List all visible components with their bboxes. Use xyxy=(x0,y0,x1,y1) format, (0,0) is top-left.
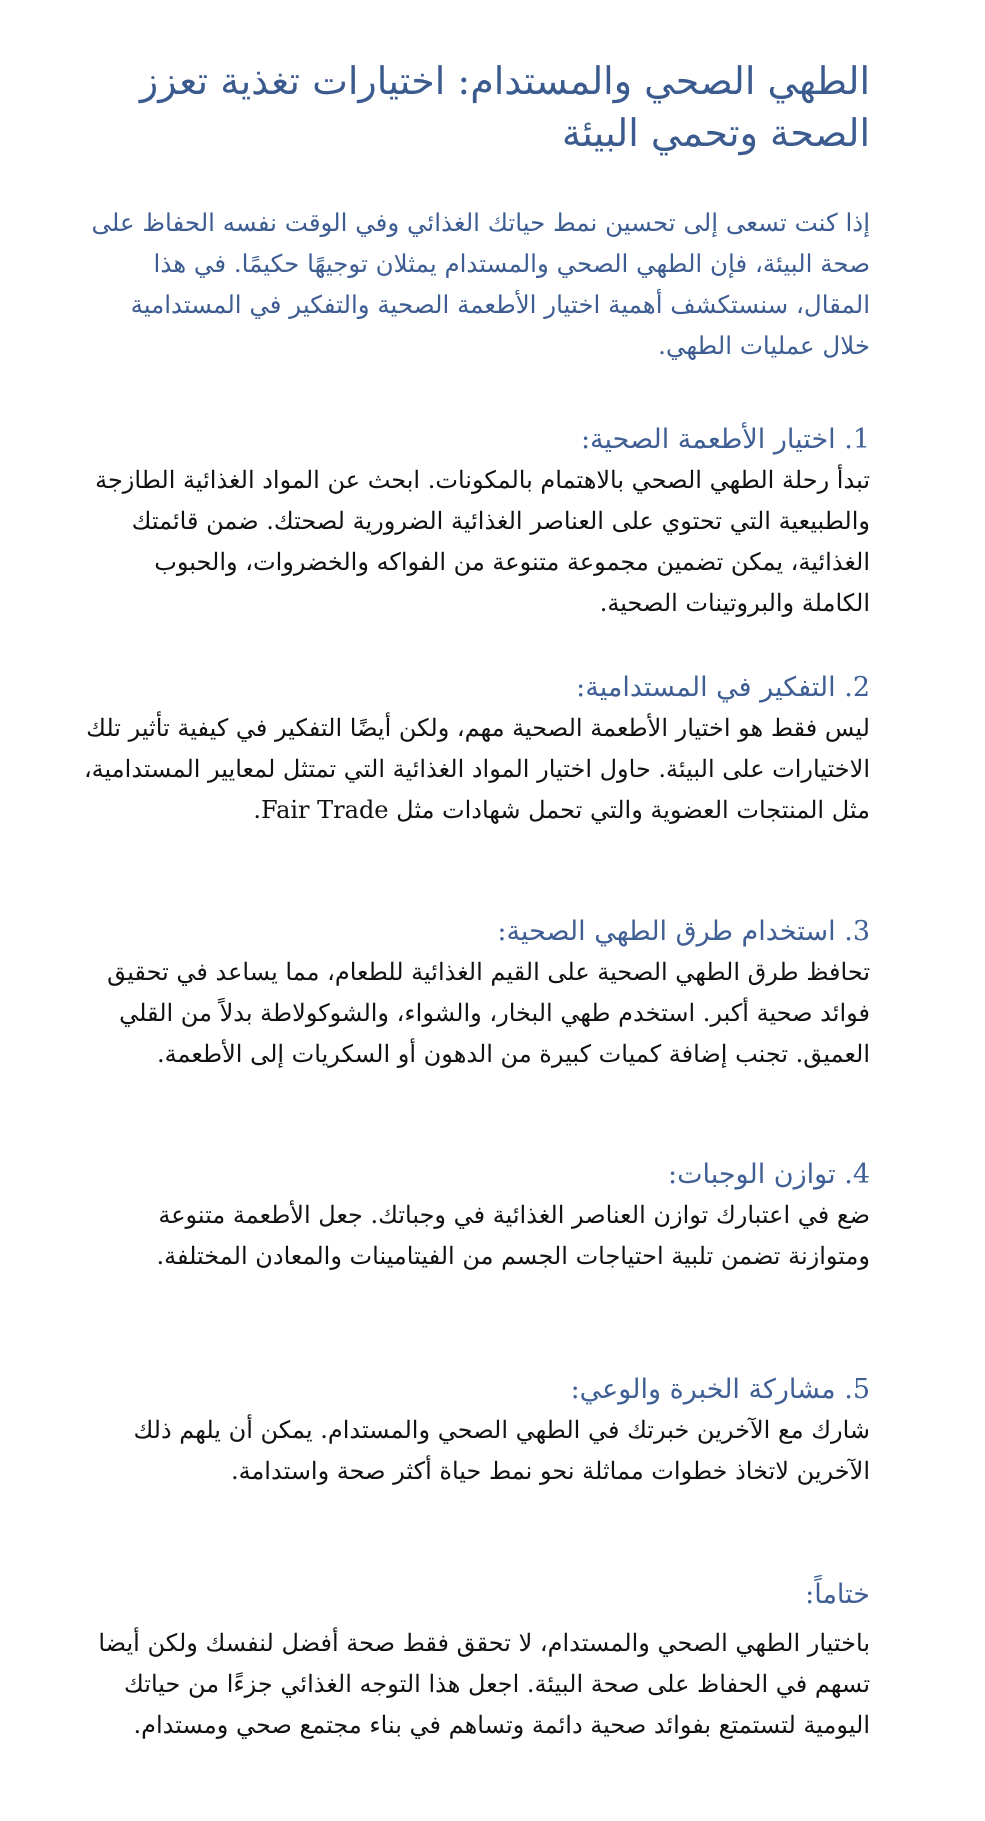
section-sharing-experience xyxy=(80,1370,870,1492)
section-body: تبدأ رحلة الطهي الصحي بالاهتمام بالمكونات. ابحث عن المواد الغذائية الطازجة والطبيعية التي تحتوي على العناصر الغذائية الضرورية لصحتك. ضمن قائمتك الغذائية، يمكن تضمين مجموعة متنوعة من الفواكه والخضروات، والحبوب الكاملة والبروتينات الصحية. xyxy=(95,466,870,617)
section-heading: 4. توازن الوجبات: xyxy=(667,1159,870,1190)
section-sustainability xyxy=(80,668,870,831)
section-body: ضع في اعتبارك توازن العناصر الغذائية في وجباتك. جعل الأطعمة متنوعة ومتوازنة تضمن تلبية احتياجات الجسم من الفيتامينات والمعادن المختلفة. xyxy=(156,1201,870,1270)
article-intro: إذا كنت تسعى إلى تحسين نمط حياتك الغذائي وفي الوقت نفسه الحفاظ على صحة البيئة، فإن الطهي الصحي والمستدام يمثلان توجيهًا حكيمًا. في هذا المقال، سنستكشف أهمية اختيار الأطعمة الصحية والتفكير في المستدامية خلال عمليات الطهي. xyxy=(91,208,870,360)
section-heading: 3. استخدام طرق الطهي الصحية: xyxy=(497,916,870,947)
article-title: الطهي الصحي والمستدام: اختيارات تغذية تعزز الصحة وتحمي البيئة xyxy=(139,59,870,155)
section-healthy-cooking-methods xyxy=(80,912,870,1075)
conclusion-heading: ختاماً: xyxy=(805,1579,870,1610)
section-conclusion xyxy=(80,1575,870,1746)
section-meal-balance xyxy=(80,1155,870,1277)
section-heading: 5. مشاركة الخبرة والوعي: xyxy=(570,1374,870,1405)
section-body: ليس فقط هو اختيار الأطعمة الصحية مهم، ولكن أيضًا التفكير في كيفية تأثير تلك الاختيارات على البيئة. حاول اختيار المواد الغذائية التي تمتثل لمعايير المستدامية، مثل المنتجات العضوية والتي تحمل شهادات مثل Fair Trade. xyxy=(83,714,870,824)
section-heading: 2. التفكير في المستدامية: xyxy=(576,672,870,703)
section-healthy-food-choice xyxy=(80,420,870,624)
section-body: تحافظ طرق الطهي الصحية على القيم الغذائية للطعام، مما يساعد في تحقيق فوائد صحية أكبر. استخدم طهي البخار، والشواء، والشوكولاطة بدلاً من القلي العميق. تجنب إضافة كميات كبيرة من الدهون أو السكريات إلى الأطعمة. xyxy=(107,958,870,1068)
conclusion-body: باختيار الطهي الصحي والمستدام، لا تحقق فقط صحة أفضل لنفسك ولكن أيضا تسهم في الحفاظ على صحة البيئة. اجعل هذا التوجه الغذائي جزءًا من حياتك اليومية لتستمتع بفوائد صحية دائمة وتساهم في بناء مجتمع صحي ومستدام. xyxy=(98,1629,870,1739)
section-body: شارك مع الآخرين خبرتك في الطهي الصحي والمستدام. يمكن أن يلهم ذلك الآخرين لاتخاذ خطوات مماثلة نحو نمط حياة أكثر صحة واستدامة. xyxy=(133,1416,870,1485)
section-heading: 1. اختيار الأطعمة الصحية: xyxy=(580,424,870,455)
